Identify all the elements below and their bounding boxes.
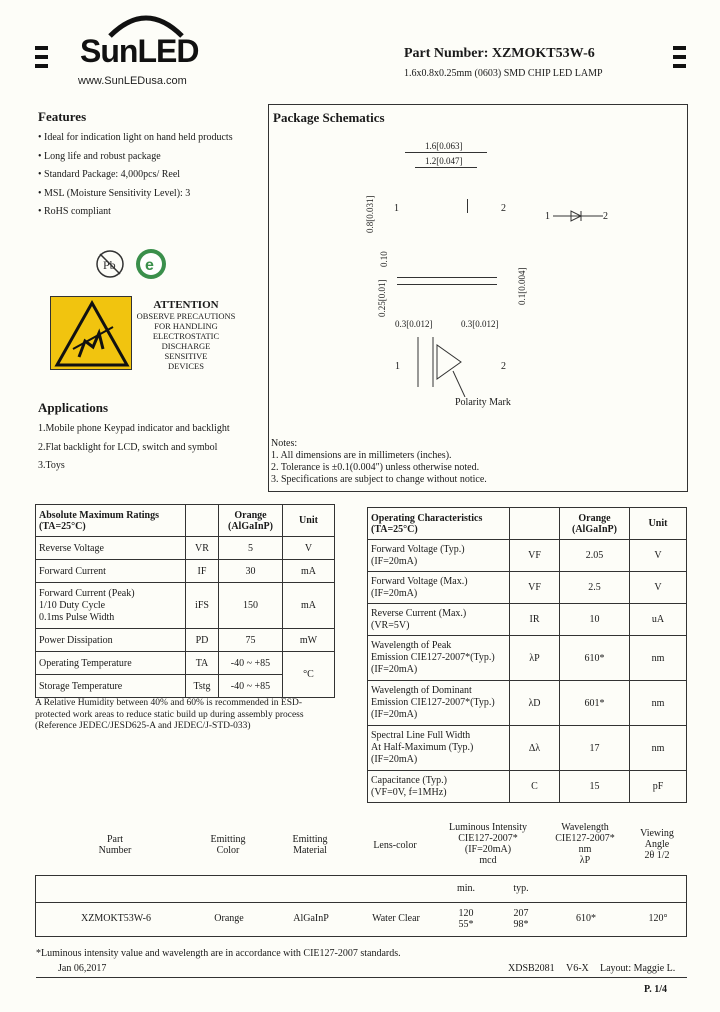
dim-total-length: 1.6[0.063] xyxy=(425,141,463,151)
list-item: 2.Flat backlight for LCD, switch and symbol xyxy=(38,441,218,453)
table-row: Power Dissipation PD 75 mW xyxy=(36,629,335,652)
features-title: Features xyxy=(38,109,87,124)
luminous-typ-cell: 207 98* xyxy=(513,908,529,930)
side-view-outline xyxy=(397,277,497,285)
dim-inner-length: 1.2[0.047] xyxy=(425,156,463,166)
cie-footnote: *Luminous intensity value and wavelength are in accordance with CIE127-2007 standards. xyxy=(36,948,401,959)
luminous-min-cell: 120 55* xyxy=(458,908,474,930)
table-row: Operating Temperature TA -40 ~ +85 °C xyxy=(36,652,335,675)
applications-list xyxy=(38,420,230,476)
footer-date: Jan 06,2017 xyxy=(58,963,107,974)
attention-title: ATTENTION xyxy=(153,299,219,311)
right-bars-decoration xyxy=(673,46,686,73)
table-row: Reverse Voltage VR 5 V xyxy=(36,537,335,560)
list-item: • Standard Package: 4,000pcs/ Reel xyxy=(38,169,181,180)
applications-title: Applications xyxy=(38,400,109,415)
dim-pad-left: 0.3[0.012] xyxy=(395,319,433,329)
table-row: Capacitance (Typ.) (VF=0V, f=1MHz) C 15 pF xyxy=(368,771,687,803)
dim-height: 0.8[0.031] xyxy=(365,195,375,233)
attention-line: DEVICES xyxy=(168,361,204,371)
viewing-angle-cell: 120° xyxy=(648,913,668,924)
dim-line xyxy=(405,152,487,153)
notes-title: Notes: xyxy=(271,438,298,449)
part-table-min-header: min. xyxy=(456,883,476,894)
esd-warning-icon xyxy=(51,297,133,371)
attention-line: ELECTROSTATIC xyxy=(152,331,220,341)
pin-1-label: 1 xyxy=(394,203,399,214)
pb-free-icon xyxy=(94,248,126,280)
left-bars-decoration xyxy=(35,46,48,73)
table-row: Wavelength of Dominant Emission CIE127-2007*(Typ.) (IF=20mA) λD 601* nm xyxy=(368,681,687,726)
dim-side-offset: 0.1[0.004] xyxy=(517,267,527,305)
attention-line: OBSERVE PRECAUTIONS xyxy=(136,311,236,321)
package-schematics-box xyxy=(268,104,688,492)
page-number: P. 1/4 xyxy=(644,984,667,995)
emitting-material-cell: AlGaInP xyxy=(293,913,329,924)
part-table xyxy=(35,875,687,937)
table-header: Orange (AlGaInP) xyxy=(219,505,283,537)
table-row: Forward Voltage (Typ.) (IF=20mA) VF 2.05 V xyxy=(368,540,687,572)
list-item: 3.Toys xyxy=(38,460,65,471)
list-item: • Ideal for indication light on hand held products xyxy=(38,132,233,143)
attention-line: DISCHARGE xyxy=(161,341,211,351)
wavelength-cell: 610* xyxy=(576,913,596,924)
polarity-mark-label: Polarity Mark xyxy=(455,397,511,408)
list-item: • RoHS compliant xyxy=(38,206,111,217)
dim-pad-right: 0.3[0.012] xyxy=(461,319,499,329)
bottom-pin-2: 2 xyxy=(501,361,506,372)
table-row: Forward Voltage (Max.) (IF=20mA) VF 2.5 V xyxy=(368,572,687,604)
humidity-footnote: A Relative Humidity between 40% and 60% is recommended in ESD-protected work areas to reduce static build up during assembly process (Reference JEDEC/JESD625-A and JEDEC/J-STD-033) xyxy=(35,698,304,731)
rohs-e-icon xyxy=(134,247,168,281)
operating-characteristics-table xyxy=(367,507,687,803)
diode-pin-2: 2 xyxy=(603,211,608,222)
chip-center-mark xyxy=(467,199,468,213)
footer-doc: XDSB2081 xyxy=(508,963,555,974)
pin-2-label: 2 xyxy=(501,203,506,214)
logo: SunLED xyxy=(80,33,199,69)
diode-symbol-icon xyxy=(553,210,603,222)
table-header: Absolute Maximum Ratings (TA=25°C) xyxy=(36,505,186,537)
table-row: Forward Current IF 30 mA xyxy=(36,560,335,583)
website-url[interactable]: www.SunLEDusa.com xyxy=(78,75,187,87)
part-table-typ-header: typ. xyxy=(513,883,529,894)
diode-pin-1: 1 xyxy=(545,211,550,222)
list-item: 1.Mobile phone Keypad indicator and backlight xyxy=(38,423,230,434)
note-item: 1. All dimensions are in millimeters (inches). xyxy=(271,450,452,461)
dim-thickness: 0.25[0.01] xyxy=(377,279,387,317)
note-item: 2. Tolerance is ±0.1(0.004") unless otherwise noted. xyxy=(271,462,480,473)
note-item: 3. Specifications are subject to change without notice. xyxy=(271,474,487,485)
dim-line xyxy=(415,167,477,168)
attention-line: FOR HANDLING xyxy=(154,321,218,331)
table-header: Orange (AlGaInP) xyxy=(560,508,630,540)
table-header: Operating Characteristics (TA=25°C) xyxy=(368,508,510,540)
table-row: Forward Current (Peak) 1/10 Duty Cycle 0.1ms Pulse Width iFS 150 mA xyxy=(36,583,335,629)
lens-color-cell: Water Clear xyxy=(372,913,420,924)
bottom-pin-1: 1 xyxy=(395,361,400,372)
table-row: Storage Temperature Tstg -40 ~ +85 xyxy=(36,675,335,698)
table-row: Reverse Current (Max.) (VR=5V) IR 10 uA xyxy=(368,604,687,636)
part-table-header: Part Number Emitting Color Emitting Material Lens-color Luminous Intensity CIE127-2007* (IF=20mA) mcd Wavelength CIE127-2007* nm λP Viewing Angle 2θ 1/2 xyxy=(98,822,674,866)
part-number: Part Number: XZMOKT53W-6 xyxy=(404,46,595,61)
list-item: • MSL (Moisture Sensitivity Level): 3 xyxy=(38,187,191,199)
part-number-cell: XZMOKT53W-6 xyxy=(81,913,151,924)
esd-warning-box xyxy=(50,296,132,370)
pb-symbol-text: Pb xyxy=(103,258,116,272)
e-symbol-text: e xyxy=(145,257,154,274)
table-header: Unit xyxy=(630,508,687,540)
footer-line xyxy=(36,977,687,978)
list-item: • Long life and robust package xyxy=(38,150,161,162)
table-row: Spectral Line Full Width At Half-Maximum (Typ.) (IF=20mA) Δλ 17 nm xyxy=(368,726,687,771)
table-header: Unit xyxy=(283,505,335,537)
notes xyxy=(271,438,487,486)
absolute-max-ratings-table xyxy=(35,504,335,698)
schematics-title: Package Schematics xyxy=(273,110,385,125)
footer-version: V6-X xyxy=(566,963,589,974)
emitting-color-cell: Orange xyxy=(214,913,244,924)
attention-line: SENSITIVE xyxy=(164,351,208,361)
dim-thickness-2: 0.10 xyxy=(379,251,389,267)
polarity-mark-icon xyxy=(413,337,493,397)
features-list xyxy=(38,129,233,222)
table-row: Wavelength of Peak Emission CIE127-2007*(Typ.) (IF=20mA) λP 610* nm xyxy=(368,636,687,681)
part-subtitle: 1.6x0.8x0.25mm (0603) SMD CHIP LED LAMP xyxy=(404,68,603,79)
attention-block xyxy=(136,299,236,371)
footer-layout: Layout: Maggie L. xyxy=(600,963,676,974)
